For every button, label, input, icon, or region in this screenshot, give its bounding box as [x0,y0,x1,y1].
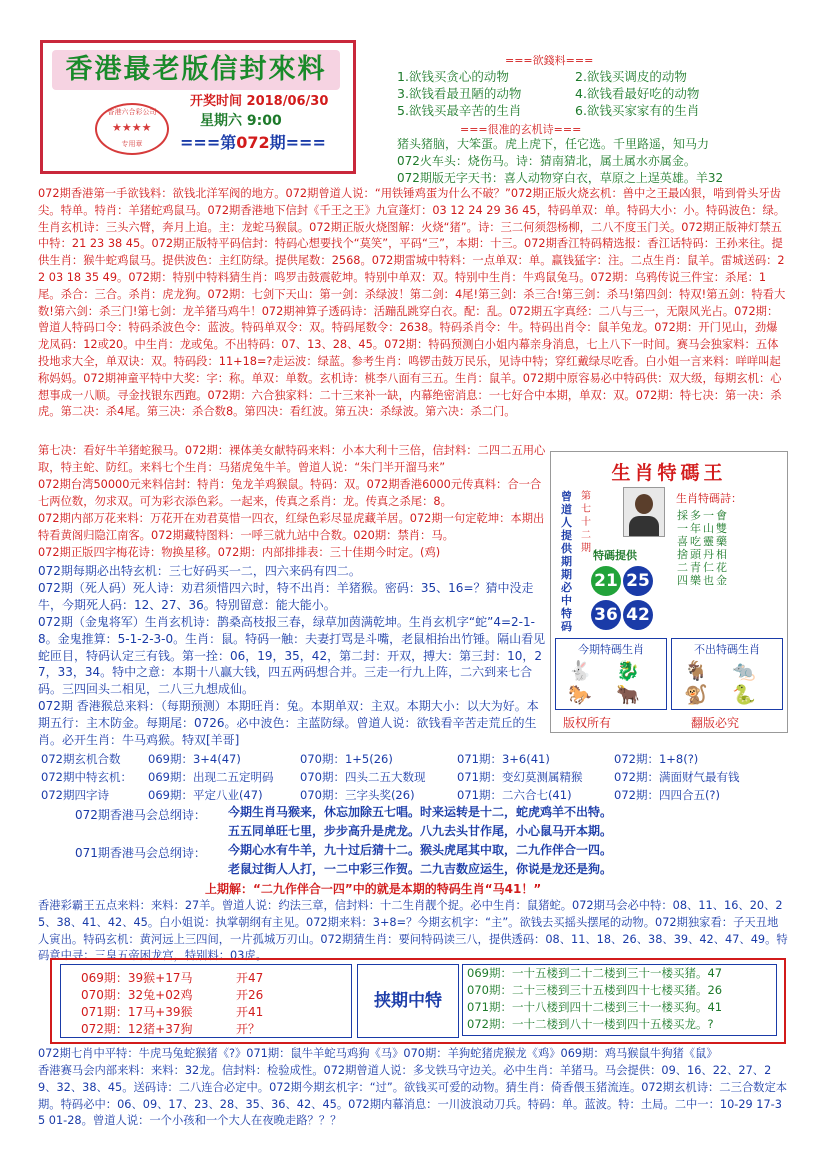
zodiac-poem-col: 採多一會 [677,509,729,522]
poem-line-1: 猪头猪脑，大笨蛋。虎上虎下，任它选。千里路遥，知马力 [397,137,710,151]
mid-paragraph-4: 072期 香港猴总来料：（每期预测）本期旺肖：兔。本期单双：主双。本期大小：以大为好。本期五行：主木防金。每期尾：0726。必中波色：主蓝防绿。曾道人说：欲钱看辛苦走荒丘的生肖。必开生肖：牛马鸡猴。特双[羊哥] [38,699,539,747]
goat-icon: 🐐 [684,660,708,682]
number-ball: 36 [591,600,621,630]
table-cell: 072期：1+8(?) [614,752,699,766]
copyright-left: 版权所有 [563,716,612,730]
rat-icon: 🐀 [732,660,756,682]
footer-paragraph-2: 香港赛马会内部来料：来料：32龙。信封料：检验成性。072期曾道人说：多戈铁马守边关。必中生肖：羊猪马。马会提供：09、16、22、27、29、32、38、45。送码诗：二八连合必定中。072期今期玄机字：“过”。欲钱买可爱的动物。猜生肖：倚香偎玉猪流连。072期玄机诗：二三合数定本期。特码必中：06、09、17、23、28、35、36、42、45。072期内幕消息：一川波浪动刀兵。特码：单。蓝波。特：土局。二中一：10-29 17-35 01-28。曾道人说：一个小孩和一个大人在夜晚走路？？？ [38,1064,788,1128]
table-cell: 070期：四头二五大数现 [300,770,426,784]
snake-icon: 🐍 [732,684,756,706]
zodiac-left-vertical: 曾道人提供期期必中特码 [561,490,572,633]
bottom-left-result: 开47 [236,971,264,985]
not-zodiac-label: 不出特碼生肖 [694,643,760,656]
body-paragraph-4: 072期内部万花来料：万花开在劝君莫惜一四衣，红绿色彩尽显虎藏羊居。072期一句定乾坤：本期出特看黄阁归隐江南客。072期藏特图料：一呼三就九站中合数。020期：禁肖：马。 [38,512,545,542]
seal-stars-icon: ★★★★ [112,121,152,134]
table-cell: 070期：1+5(26) [300,752,393,766]
bottom-left-issue: 071期：17马+39猴 [81,1005,193,1019]
number-ball: 42 [623,600,653,630]
table-cell: 069期：出现二五定明码 [148,770,274,784]
summary-line-072-2: 五五同单旺七里，步步高升是虎龙。八九去头甘作尾，小心鼠马开本期。 [228,824,613,838]
riddle-item-6: 6.欲钱买家家有的生肖 [575,103,700,118]
table-cell: 070期：三字头奖(26) [300,788,415,802]
bottom-left-issue: 070期：32兔+02鸡 [81,988,193,1002]
summary-label-072: 072期香港马会总纲诗： [75,808,206,822]
riddle-item-1: 1.欲钱买贪心的动物 [397,69,509,84]
riddle-item-2: 2.欲钱买调皮的动物 [575,69,687,84]
draw-time: 开奖时间 2018/06/30 [190,94,329,109]
riddle-item-5: 5.欲钱买最辛苦的生肖 [397,103,522,118]
bawang-paragraph: 香港彩霸王五点来料：来料：27羊。曾道人说：约法三章，信封料：十二生肖靓个捉。必中生肖：鼠猪蛇。072期马会必中特：08、11、16、20、25、38、41、42、45。白小姐说：执掌朝纲有主见。072期来料：3+8=？今期玄机字：“主”。欲钱去买摇头摆尾的动物。072期独家看：子天丑地人寅出。特码玄机：黄河远上三四间，一片孤城万刃山。072期猜生肖：要问特码读三八，提供透码：08、11、18、26、38、39、42、47、49。特码意中寻：三皇五帝困龙宫，特别料：03虎。 [38,899,788,963]
poem-line-2: 072火车头：烧伤马。诗：猜南猜北，属土属水亦属金。 [397,154,696,168]
mid-paragraph-1: 072期每期必出特玄机：三七好码买一二，四六来码有四二。 [38,564,361,578]
today-zodiac-box [555,638,667,710]
body-paragraph-3: 072期台湾50000元来料信封：特肖：兔龙羊鸡猴鼠。特码：双。072期香港6000元传真料：合一合七两位数，勿求双。可为彩衣添色彩。一起来，传真之系肖：龙。传真之杀尾：8。 [38,478,542,508]
number-ball: 25 [623,566,653,596]
body-paragraph-1: 072期香港第一手欲钱料：欲钱北洋军阀的地方。072期曾道人说：“用铁锤鸡蛋为什么不破？”072期正版火烧玄机：兽中之王最凶狠，啃到骨头牙齿尖。特单。特肖：羊猪蛇鸡鼠马。072期香港地下信封《千王之王》九宣蓬灯：03 12 24 29 36 45，特码单双：单。特码大小：小。特码波色：绿。生肖玄机诗：三头六臂，奔月上追。主：龙蛇马猴鼠。072期正版火烧图解：火烧“猪”。诗：三二何须怨杨柳，二八不度玉门关。072期正版神灯禁五中特：21 23 38 45。072期正版特平码信封：特码心想要找个“莫笑”，平码“三”，本期：十三。072期香江特码精选报：香江话特码：王孙来往。提供生肖：猴牛蛇鸡鼠马。提供波色：主红防绿。提供尾数：2568。072期雷城中特料：一点单双：单。赢钱猛字：注。二点生肖：鼠羊。雷城送码：22 03 18 35 49。072期：特别中特料猜生肖：鸣罗击鼓震乾坤。特别中单双：双。特别中生肖：牛鸡鼠兔马。072期：乌鸦传说三件宝：杀尾：1尾。杀合：三合。杀肖：虎龙狗。072期：七剑下天山：第一剑：杀绿波！第二剑：4尾!第三剑：杀三合!第三剑：杀马!第四剑：特双!第五剑：特看大数!第六剑：杀三门!第七剑：龙羊猪马鸡牛！072期神算子透码诗：活蹦乱跳穿白衣。配：乱。072期五字真经：二八与三一，无限风光占。072期：曾道人特码口令：特码杀波色令：蓝波。特码单双令：双。特码尾数令：2638。特码杀肖令：牛。特码出肖令：鼠羊兔龙。072期：开门见山，劲爆龙凤码：12或20。中生肖：龙或兔。不出特码：07、13、28、45。072期：特码预测白小姐内幕亲身消息，七上八下一时间。赛马会独家料：五体投地求大全，单双诀：双。特码段：11+18=?走运波：绿蓝。参考生肖：鸣锣击鼓万民乐，见诗中特；穿红戴绿尽吃香。白小姐一言来料：咩咩叫起称妈妈。072期神童平特中大奖：字：称。单双：单数。玄机诗：桃李八面有三五。生肖：鼠羊。072期中原容易必中特码供：双大级，每期玄机：心想事成一八顺。寻金找银东西跑。072期：六合独家料：二十三来补一缺，内幕绝密消息：一七好合中本期，单双：双。072期：特七决：第一决：杀虎。第二决：杀4尾。第三决：杀合数8。第四决：看红波。第五决：杀绿波。第六决：杀二门。 [38,187,786,419]
riddle-title: ===欲錢料=== [505,54,594,67]
summary-line-071-2: 老鼠过街人人打，一二中彩三作贺。二九吉数应运生，你说是龙还是狗。 [228,862,613,876]
poem-line-3: 072期版无字天书：喜人动物穿白衣，草原之上逞英雄。羊32 [397,171,724,185]
table-cell: 069期：平定八业(47) [148,788,263,802]
table-cell: 072期：满面财气最有钱 [614,770,740,784]
table-cell: 072期玄机合数 [41,752,121,766]
logo-banner: 香港最老版信封來料 [52,50,340,90]
riddle-item-4: 4.欲钱看最好吃的动物 [575,86,700,101]
horse-icon: 🐎 [568,684,592,706]
table-row [40,750,765,768]
bottom-right-line: 071期：一十八楼到四十二楼到三十一楼买狗。41 [467,1000,723,1014]
table-cell: 069期：3+4(47) [148,752,241,766]
zodiac-poem-col: 二青仁花 [677,561,729,574]
poem-title: ===很准的玄机诗=== [460,123,582,136]
zodiac-card [550,451,788,733]
not-zodiac-box [671,638,783,710]
bottom-left-panel [60,964,352,1038]
mid-paragraph-3: 072期（金鬼将军）生肖玄机诗：鹊桑高枝报三春，绿草加茵满乾坤。生肖玄机字“蛇”4=2-1-8。金鬼推算：5-1-2-3-0。生肖：鼠。特码一触：夫妻打骂是斗嘴，老鼠相抬出竹锤。隔山看见蛇匝目，特码认定三有钱。第一拴：06，19，35，42，第二封：开双，搏大：第三封：10，27，33，34。特中之意：本期十八赢大钱，四五两码想合并。三走一行九上阵，二六到来七合码。三四回头二相见，二八三九想成仙。 [38,615,546,697]
footer-paragraph-1: 072期七肖中平特：牛虎马兔蛇猴猪《?》071期：鼠牛羊蛇马鸡狗《马》070期：羊狗蛇猪虎猴龙《鸡》069期：鸡马猴鼠牛狗猪《鼠》 [38,1047,718,1060]
bottom-center-title: 挟期中特 [357,964,459,1038]
bottom-left-issue: 072期：12猪+37狗 [81,1022,193,1036]
table-cell: 071期：二六合七(41) [457,788,572,802]
number-ball: 21 [591,566,621,596]
numbers-label: 特碼提供 [593,549,637,562]
bottom-left-issue: 069期：39猴+17马 [81,971,193,985]
table-cell: 072期中特玄机： [41,770,132,784]
summary-line-072-1: 今期生肖马猴来，休忘加除五七唱。时来运转是十二，蛇虎鸡羊不出特。 [228,805,613,819]
zodiac-poem-col: 一年山雙 [677,522,729,535]
mid-paragraph-2: 072期（死人码）死人诗：劝君须惜四六时，特不出肖：羊猪猴。密码：35、16=？猜中没走牛，今期死人码：12、27、36。特别留意：能大能小。 [38,581,534,612]
bottom-right-line: 072期：一十二楼到八十一楼到四十五楼买龙。? [467,1017,714,1031]
seal-top-text: 香港六合彩公司 [107,108,157,116]
dragon-icon: 🐉 [616,660,640,682]
table-row [40,786,765,804]
table-cell: 071期：3+6(41) [457,752,550,766]
bottom-right-line: 070期：二十三楼到三十五楼到四十七楼买猪。26 [467,983,723,997]
riddle-item-3: 3.欲钱看最丑陋的动物 [397,86,522,101]
seal-bottom-text: 专用章 [121,140,143,148]
zodiac-poem-col: 捨頭丹相 [677,548,729,561]
issue-suffix: 期=== [269,133,326,152]
table-row [40,768,765,786]
zodiac-poem-title: 生肖特碼詩： [676,492,742,505]
issue-number [180,130,326,153]
rabbit-icon: 🐇 [568,660,592,682]
table-cell: 072期四字诗 [41,788,109,802]
summary-line-071-1: 今期心水有牛羊，九十过后猜十二。猴头虎尾其中取，二九作伴合一四。 [228,843,613,857]
today-zodiac-label: 今期特碼生肖 [578,643,644,656]
last-issue-note: 上期解：“二九作伴合一四”中的就是本期的特码生肖“马41！” [205,882,542,896]
zodiac-poem-col: 喜吃靈藥 [677,535,729,548]
issue-value: 072 [236,133,270,152]
bottom-left-result: 开26 [236,988,264,1002]
zodiac-card-title: 生肖特碼王 [611,462,727,484]
draw-day: 星期六 9:00 [200,113,282,129]
zodiac-issue-vertical: 第七十二期 [581,491,591,554]
bottom-right-panel [462,964,777,1036]
issue-table [40,750,765,804]
copyright-right: 翻版必究 [691,716,740,730]
table-cell: 072期：四四合五(?) [614,788,721,802]
zodiac-poem-col: 四樂也金 [677,574,729,587]
portrait-icon [623,487,665,537]
bottom-right-line: 069期：一十五楼到二十二楼到三十一楼买猪。47 [467,966,723,980]
ox-icon: 🐂 [616,684,640,706]
bottom-left-result: 开41 [236,1005,264,1019]
bottom-box [50,958,786,1044]
issue-prefix: ===第 [180,133,237,152]
table-cell: 071期：变幻莫测属精猴 [457,770,583,784]
summary-label-071: 071期香港马会总纲诗： [75,846,206,860]
monkey-icon: 🐒 [684,684,708,706]
body-paragraph-2: 第七决：看好牛羊猪蛇猴马。072期：裸体美女献特码来料：小本大利十三倍，信封料：二四二五用心取，特主蛇、防红。来料七个生肖：马猪虎兔牛羊。曾道人说：“朱门半开溜马来” [38,444,546,474]
bottom-left-result: 开？ [236,1022,261,1036]
body-paragraph-5: 072期正版四字梅花诗：物换星移。072期：内部排排表：三十佳期今时定。(鸡) [38,546,441,559]
zodiac-poem [677,509,777,587]
